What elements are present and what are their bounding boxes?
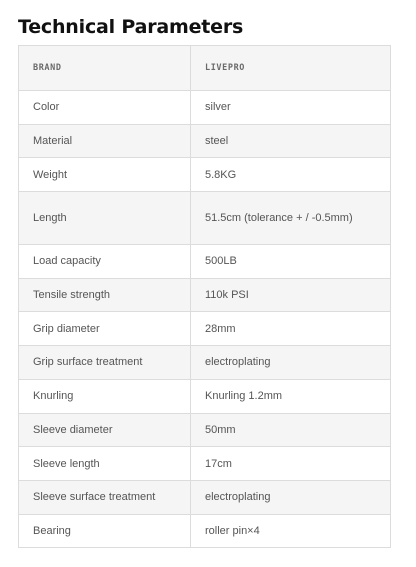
param-name: Sleeve diameter [19,413,191,447]
param-name: Weight [19,158,191,192]
parameters-table [18,45,391,548]
param-name: Sleeve surface treatment [19,480,191,514]
table-row [19,91,391,125]
table-row [19,346,391,380]
param-value: electroplating [191,480,391,514]
table-row [19,413,391,447]
header-brand-value: LIVEPRO [191,46,391,91]
table-row [19,278,391,312]
table-row [19,379,391,413]
header-brand: BRAND [19,46,191,91]
param-value: 50mm [191,413,391,447]
param-value: 17cm [191,447,391,481]
param-name: Length [19,192,191,245]
page-title: Technical Parameters [18,16,244,38]
param-value: steel [191,124,391,158]
table-row [19,514,391,548]
param-value: electroplating [191,346,391,380]
table-row [19,245,391,279]
param-value: 110k PSI [191,278,391,312]
param-value: 51.5cm (tolerance + / -0.5mm) [191,192,391,245]
param-name: Tensile strength [19,278,191,312]
table-row [19,447,391,481]
param-value: 5.8KG [191,158,391,192]
table-row [19,312,391,346]
table-row [19,192,391,245]
table-row [19,124,391,158]
table-header-row [19,46,391,91]
param-value: roller pin×4 [191,514,391,548]
param-name: Color [19,91,191,125]
table-row [19,480,391,514]
param-name: Grip diameter [19,312,191,346]
param-name: Load capacity [19,245,191,279]
param-name: Sleeve length [19,447,191,481]
param-name: Material [19,124,191,158]
param-name: Bearing [19,514,191,548]
param-value: silver [191,91,391,125]
param-value: Knurling 1.2mm [191,379,391,413]
table-row [19,158,391,192]
param-value: 28mm [191,312,391,346]
param-value: 500LB [191,245,391,279]
param-name: Knurling [19,379,191,413]
param-name: Grip surface treatment [19,346,191,380]
